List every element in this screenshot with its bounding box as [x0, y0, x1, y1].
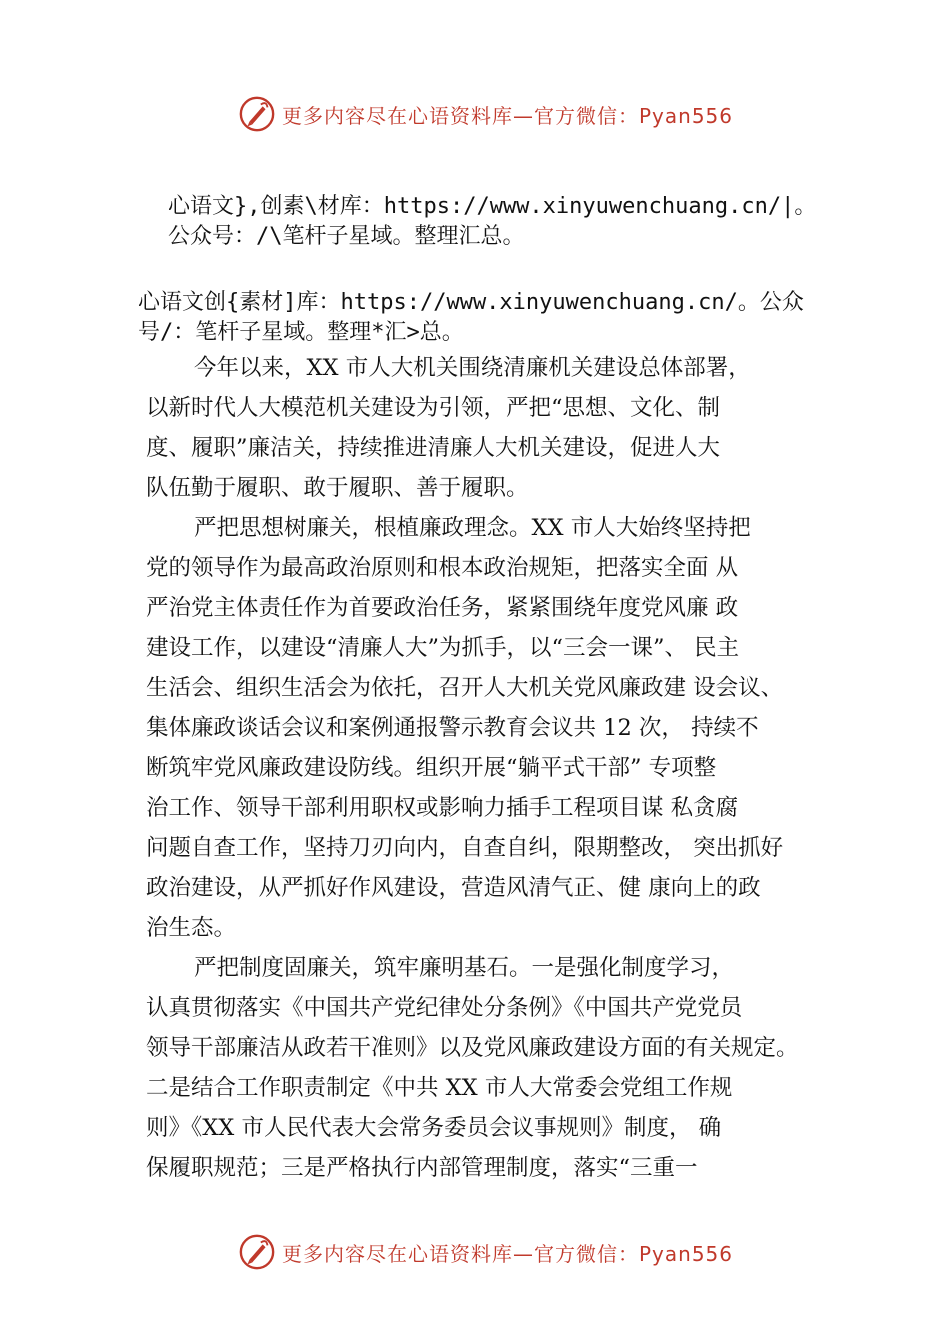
text-line: 治工作、领导干部利用职权或影响力插手工程项目谋 私贪腐	[146, 795, 739, 821]
text-line: 今年以来，XX 市人大机关围绕清廉机关建设总体部署，	[194, 355, 751, 381]
text-line: 严把制度固廉关，筑牢廉明基石。一是强化制度学习，	[194, 955, 735, 981]
text-line: 政治建设，从严抓好作风建设，营造风清气正、健 康向上的政	[146, 875, 761, 901]
text-line: 队伍勤于履职、敢于履职、善于履职。	[146, 475, 529, 501]
text-line: 二是结合工作职责制定《中共 XX 市人大常委会党组工作规	[146, 1075, 733, 1101]
text-line: 建设工作，以建设“清廉人大”为抓手，以“三会一课”、 民主	[146, 635, 740, 661]
header-line-2: 公众号：/\笔杆子星域。整理汇总。	[168, 224, 525, 249]
header-banner	[238, 94, 758, 134]
text-line: 治生态。	[146, 915, 237, 941]
text-line: 生活会、组织生活会为依托，召开人大机关党风廉政建 设会议、	[146, 675, 784, 701]
text-line: 严治党主体责任作为首要政治任务，紧紧围绕年度党风廉 政	[146, 595, 739, 621]
text-line: 领导干部廉洁从政若干准则》以及党风廉政建设方面的有关规定。	[146, 1035, 799, 1061]
text-line: 则》《XX 市人民代表大会常务委员会议事规则》制度， 确	[146, 1115, 722, 1141]
text-line: 度、履职”廉洁关，持续推进清廉人大机关建设，促进人大	[146, 435, 721, 461]
text-line: 严把思想树廉关，根植廉政理念。XX 市人大始终坚持把	[194, 515, 751, 541]
text-line: 党的领导作为最高政治原则和根本政治规矩，把落实全面 从	[146, 555, 739, 581]
text-line: 问题自查工作，坚持刀刃向内，自查自纠，限期整改， 突出抓好	[146, 835, 784, 861]
text-line: 认真贯彻落实《中国共产党纪律处分条例》《中国共产党党员	[146, 995, 743, 1021]
banner-text: 更多内容尽在心语资料库—官方微信：Pyan556	[282, 103, 734, 128]
header-line-4: 号/：笔杆子星域。整理*汇>总。	[138, 320, 464, 345]
text-line: 集体廉政谈话会议和案例通报警示教育会议共 12 次， 持续不	[146, 715, 759, 741]
banner-text: 更多内容尽在心语资料库—官方微信：Pyan556	[282, 1241, 734, 1266]
footer-banner	[238, 1232, 758, 1272]
paragraph-ideology	[146, 508, 846, 948]
pen-nib-logo-icon	[238, 95, 276, 133]
text-line: 以新时代人大模范机关建设为引领，严把“思想、文化、制	[146, 395, 721, 421]
text-line: 保履职规范；三是严格执行内部管理制度，落实“三重一	[146, 1155, 698, 1181]
pen-nib-logo-icon	[238, 1233, 276, 1271]
text-line: 断筑牢党风廉政建设防线。组织开展“躺平式干部” 专项整	[146, 755, 717, 781]
header-line-1: 心语文},创素\材库：https://www.xinyuwenchuang.cn/|。	[168, 194, 817, 219]
paragraph-intro	[146, 348, 846, 508]
paragraph-system	[146, 948, 846, 1188]
header-line-3: 心语文创{素材]库：https://www.xinyuwenchuang.cn/。公众	[138, 290, 804, 315]
